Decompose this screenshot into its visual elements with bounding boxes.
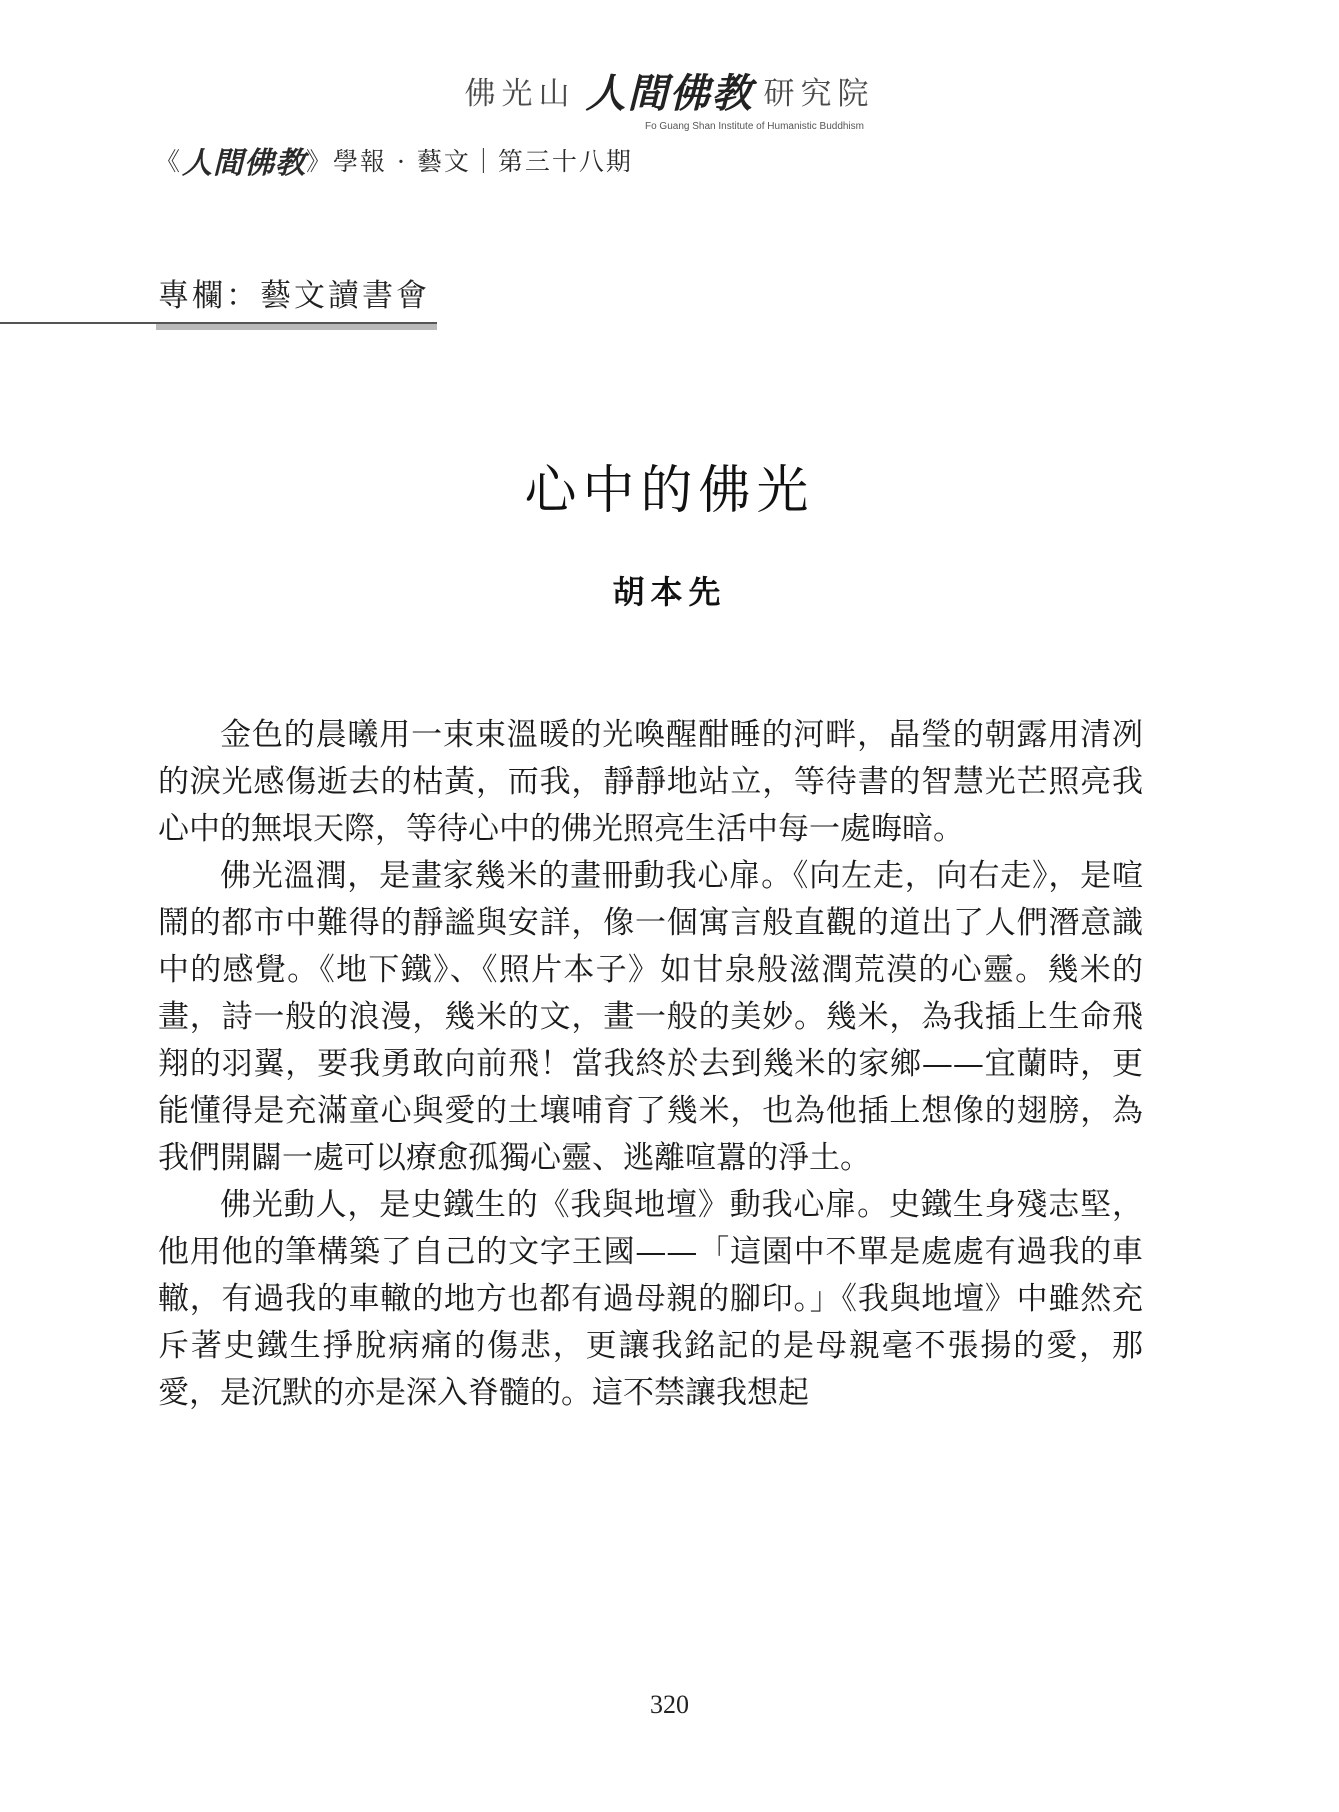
journal-brand-logo: 人間佛教 xyxy=(182,146,307,181)
institute-brand-logo: 人間佛教 xyxy=(585,70,754,117)
institute-name xyxy=(465,62,875,119)
journal-running-header xyxy=(155,138,633,182)
article-body xyxy=(158,712,1143,1417)
institute-prefix: 佛光山 xyxy=(464,76,576,112)
journal-issue: 學報 · 藝文｜第三十八期 xyxy=(333,147,633,176)
page-number: 320 xyxy=(650,1690,689,1719)
journal-open-bracket: 《 xyxy=(155,147,183,176)
paragraph-3: 佛光動人，是史鐵生的《我與地壇》動我心扉。史鐵生身殘志堅，他用他的筆構築了自己的文字王國——「這園中不單是處處有過我的車轍，有過我的車轍的地方也都有過母親的腳印。」《我與地壇》中雖然充斥著史鐵生掙脫病痛的傷悲，更讓我銘記的是母親毫不張揚的愛，那愛，是沉默的亦是深入脊髓的。這不禁讓我想起 xyxy=(158,1187,1143,1411)
paragraph-1: 金色的晨曦用一束束溫暖的光喚醒酣睡的河畔，晶瑩的朝露用清冽的淚光感傷逝去的枯黃，而我，靜靜地站立，等待書的智慧光芒照亮我心中的無垠天際，等待心中的佛光照亮生活中每一處晦暗。 xyxy=(158,717,1143,847)
column-underline xyxy=(156,324,437,330)
journal-close-bracket: 》 xyxy=(306,147,334,176)
institute-suffix: 研究院 xyxy=(763,76,875,112)
paragraph-2: 佛光溫潤，是畫家幾米的畫冊動我心扉。《向左走，向右走》，是喧鬧的都市中難得的靜謐與安詳，像一個寓言般直觀的道出了人們潛意識中的感覺。《地下鐵》、《照片本子》如甘泉般滋潤荒漠的心靈。幾米的畫，詩一般的浪漫，幾米的文，畫一般的美妙。幾米，為我插上生命飛翔的羽翼，要我勇敢向前飛！當我終於去到幾米的家鄉——宜蘭時，更能懂得是充滿童心與愛的土壤哺育了幾米，也為他插上想像的翅膀，為我們開闢一處可以療愈孤獨心靈、逃離喧囂的淨土。 xyxy=(158,858,1143,1176)
column-label: 專欄：藝文讀書會 xyxy=(158,278,430,314)
article-author: 胡本先 xyxy=(612,573,727,611)
institute-english-name: Fo Guang Shan Institute of Humanistic Buddhism xyxy=(644,121,864,132)
article-title: 心中的佛光 xyxy=(524,461,815,521)
institute-header xyxy=(0,62,1339,132)
